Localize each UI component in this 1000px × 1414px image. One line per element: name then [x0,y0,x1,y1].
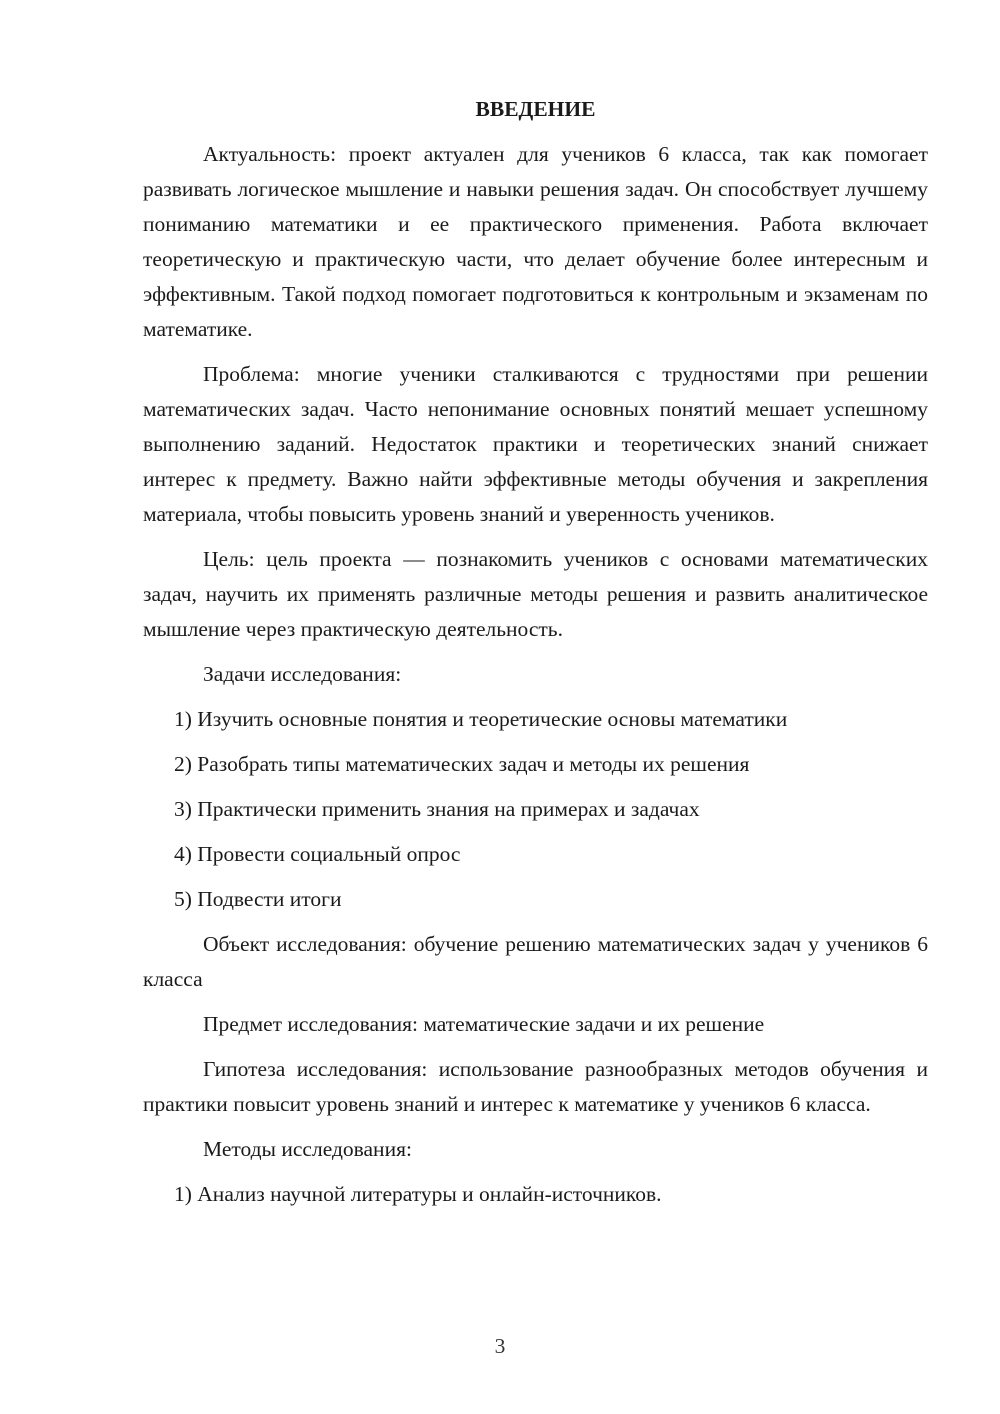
document-page [143,92,928,1222]
task-item: 4) Провести социальный опрос [174,842,461,866]
task-item: 2) Разобрать типы математических задач и методы их решения [174,752,750,776]
tasks-heading: Задачи исследования: [203,662,402,686]
paragraph-subject: Предмет исследования: математические задачи и их решение [203,1012,765,1036]
method-item: 1) Анализ научной литературы и онлайн-источников. [174,1182,662,1206]
methods-heading: Методы исследования: [203,1137,412,1161]
task-item: 1) Изучить основные понятия и теоретические основы математики [174,707,788,731]
paragraph-hypothesis: Гипотеза исследования: использование разнообразных методов обучения и практики повысит уровень знаний и интерес к математике у учеников 6 класса. [143,1057,928,1116]
paragraph-goal: Цель: цель проекта — познакомить учеников с основами математических задач, научить их применять различные методы решения и развить аналитическое мышление через практическую деятельность. [143,547,928,641]
section-title: ВВЕДЕНИЕ [475,97,596,121]
task-item: 3) Практически применить знания на примерах и задачах [174,797,700,821]
paragraph-actuality: Актуальность: проект актуален для учеников 6 класса, так как помогает развивать логическое мышление и навыки решения задач. Он способствует лучшему пониманию математики и ее практического применения. Работа включает теоретическую и практическую части, что делает обучение более интересным и эффективным. Такой подход помогает подготовиться к контрольным и экзаменам по математике. [143,142,928,341]
paragraph-problem: Проблема: многие ученики сталкиваются с трудностями при решении математических задач. Часто непонимание основных понятий мешает успешному выполнению заданий. Недостаток практики и теоретических знаний снижает интерес к предмету. Важно найти эффективные методы обучения и закрепления материала, чтобы повысить уровень знаний и уверенность учеников. [143,362,928,526]
page-number: 3 [494,1334,506,1358]
task-item: 5) Подвести итоги [174,887,342,911]
paragraph-object: Объект исследования: обучение решению математических задач у учеников 6 класса [143,932,928,991]
